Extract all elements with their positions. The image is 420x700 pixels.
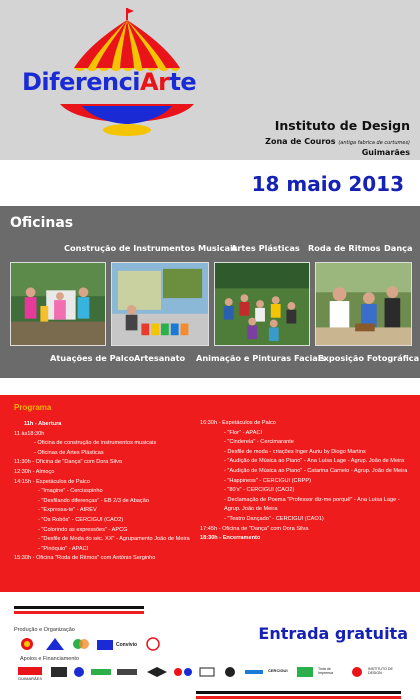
program-line: 16:30h - Espetáculos de Palco: [200, 420, 276, 426]
program-line: 12:30h - Almoço: [14, 468, 55, 475]
photo-roda-ritmos: [214, 262, 310, 346]
oficinas-title: Oficinas: [10, 215, 74, 231]
producer-logo-1: [16, 636, 38, 652]
apoios-label: Apoios e Financiamento: [20, 656, 80, 662]
category-artes-plasticas: Artes Plásticas: [231, 243, 300, 253]
sponsor-logo-7: [172, 666, 194, 678]
producao-label: Produção e Organização: [14, 627, 75, 633]
program-line: - Desfile de moda - criações Inger Auriu by Diogo Martins: [224, 448, 366, 455]
producer-logo-4: [96, 638, 114, 652]
venue-name: Instituto de Design: [274, 118, 410, 133]
program-line: 11:30h - Oficina de "Dança" com Dora Silva: [14, 459, 123, 466]
program-line: - "Teatro Dançado" - CERCIGUI (CAO1): [224, 515, 324, 522]
producer-logo-3: [70, 636, 92, 652]
sponsor-logo-6: [146, 666, 168, 678]
sponsor-logo-2: [50, 666, 68, 678]
program-line: - "Happiness" - CERCIGUI (CRPP): [224, 477, 311, 484]
program-line: - "Expressa-te" - AIREV: [38, 507, 97, 514]
sponsor-logo-11: [296, 666, 314, 678]
program-line: 15:30h - Oficina "Roda de Ritmos" com António Serginho: [14, 555, 156, 562]
category-instrumentos: Construção de Instrumentos Musicais: [64, 243, 238, 253]
sponsor-logo-12: [350, 666, 364, 678]
venue-zone: [265, 137, 410, 146]
program-line: - Oficina de construção de instrumentos musicais: [34, 440, 157, 447]
divider-bar-red: [14, 611, 144, 614]
oficinas-section: [0, 206, 420, 378]
photo-pinturas-faciais: [315, 262, 412, 346]
footer-bar-black: [196, 691, 401, 694]
category-roda-ritmos: Roda de Ritmos: [308, 243, 381, 253]
programa-left-column: [14, 420, 204, 564]
producer-logo-2: [44, 636, 66, 652]
program-line: - "Audição de Música ao Piano" - Catarina Camelo - Agrup. João de Meira: [224, 467, 408, 474]
program-line: - "80's" - CERCIGUI (CAO2): [224, 487, 295, 494]
logo-text-part3: te: [169, 68, 197, 96]
sponsor-logo-9: [220, 666, 240, 678]
program-line: Agrup. João de Meira: [224, 506, 278, 513]
program-line: - Declamação de Poema "Professor diz-me porquê" - Ana Luísa Lage -: [224, 496, 400, 503]
program-line: 11 às18:30h: [14, 430, 45, 437]
diferenciarte-logo: [22, 68, 196, 96]
photo-danca: [10, 262, 106, 346]
photo-artes-plasticas: [111, 262, 209, 346]
category-animacao: Animação e Pinturas Faciais: [196, 353, 326, 363]
program-line: - "Desfilando diferenças" - EB 2/3 de Abação: [38, 497, 149, 504]
category-exposicao: Exposição Fotográfica: [318, 353, 420, 363]
sponsor-logo-5: [116, 666, 138, 678]
program-line: 18:30h - Encerramento: [200, 535, 261, 542]
footer-bar-red: [196, 696, 401, 699]
sponsor-tinta: Tinta de Imprensa: [318, 667, 333, 675]
programa-right-column: [200, 419, 415, 544]
program-line: - "Os Robôs" - CERCIGUI (CAO2): [38, 516, 124, 523]
venue-block: [265, 118, 410, 157]
sponsor-cercigui: CERCIGUI: [268, 668, 288, 673]
program-line: - "Cinderela" - Cercimarante: [224, 439, 294, 446]
program-line: - "Desfile de Moda do séc. XX" - Agrupamento João de Meira: [38, 536, 190, 543]
venue-zone-name: Zona de Couros: [265, 137, 336, 146]
logo-text-part1: Diferenci: [22, 68, 141, 96]
logo-text-part2: Ar: [140, 68, 170, 96]
programa-title: Programa: [14, 403, 52, 412]
programa-section: [0, 395, 420, 592]
divider-bar-black: [14, 606, 144, 609]
sponsor-logo-3: [72, 666, 86, 678]
sponsor-convivio: Convívio: [116, 642, 138, 648]
program-line: 17:45h - Oficina de "Dança" com Dora Silva: [200, 525, 309, 532]
sponsor-instituto: INSTITUTO DE DESIGN: [368, 667, 393, 675]
program-line: - Oficinas de Artes Plásticas: [34, 449, 104, 456]
sponsor-logo-10: [244, 666, 264, 678]
category-atuacoes-palco: Atuações de Palco: [50, 353, 135, 363]
program-line: - "Audição de Música ao Piano" - Ana Luísa Lage - Agrup. João de Meira: [224, 458, 405, 465]
header-banner: [0, 0, 420, 160]
entrada-gratuita: Entrada gratuita: [258, 624, 408, 643]
program-line: - "Pinóquio" - APACI: [38, 545, 89, 552]
program-line: - "Imagine" - Cercisspinho: [38, 488, 103, 495]
venue-zone-note: (antiga fabrica de curtumes): [338, 140, 410, 146]
program-line: 14:15h - Espetáculos de Palco: [14, 478, 90, 485]
category-artesanato: Artesanato: [134, 353, 186, 363]
sponsor-guimaraes: GUIMARÃES: [18, 676, 43, 681]
program-line: - "Colorindo as expressões" - APCG: [38, 526, 128, 533]
sponsor-logo-4: [90, 666, 112, 678]
category-danca: Dança: [384, 243, 413, 253]
event-date: 18 maio 2013: [251, 172, 404, 196]
program-line: 11h - Abertura: [24, 421, 62, 427]
producer-logo-5: [146, 636, 160, 652]
program-line: - "Flor" - APACI: [224, 429, 263, 436]
sponsor-logo-8: [198, 666, 216, 678]
venue-city: Guimarães: [361, 148, 410, 157]
